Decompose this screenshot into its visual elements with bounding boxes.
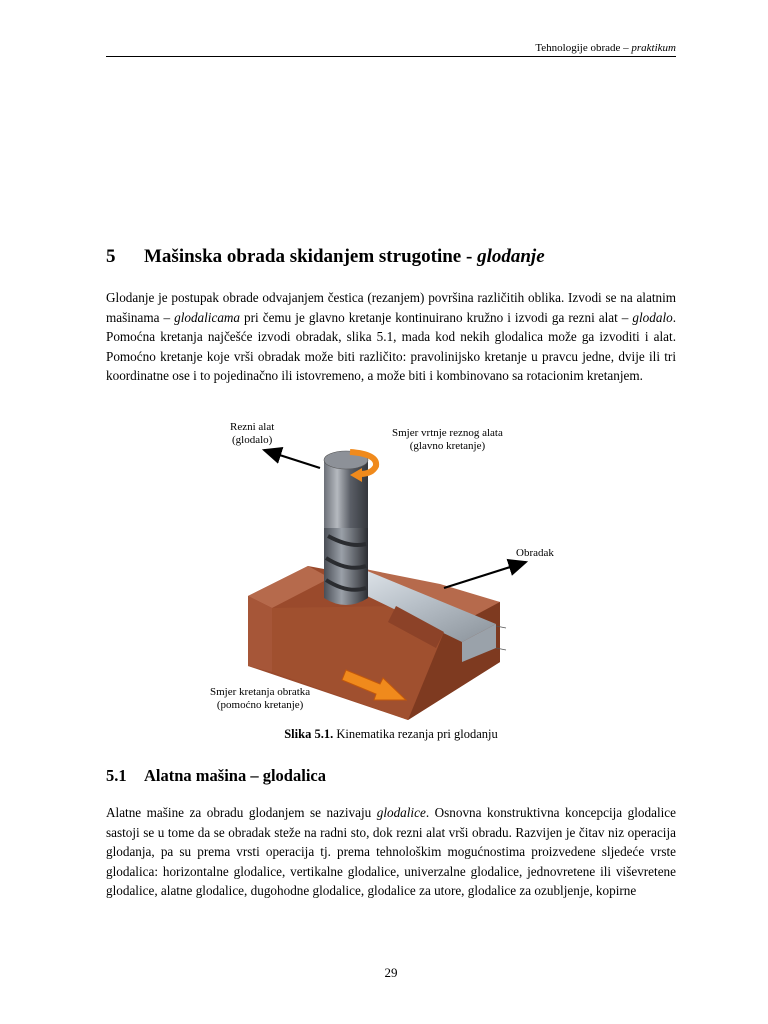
section-number: 5.1 [106,766,127,785]
section-title-text: Alatna mašina – glodalica [144,766,326,785]
section-italic-1: glodalice [376,805,426,820]
running-header-italic: praktikum [631,42,676,54]
section-heading [106,766,326,786]
label-rotation-line2: (glavno kretanje) [409,440,486,452]
figure-caption-text: Kinematika rezanja pri glodanju [333,727,498,741]
chapter-heading [106,246,545,268]
tool-pointer-line [264,450,320,468]
section-paragraph [106,803,676,901]
intro-italic-1: glodalicama [174,309,241,325]
label-cutting-tool [230,421,274,447]
label-cutting-tool-line2: (glodalo) [231,434,273,446]
figure-caption [106,727,676,742]
label-rotation [392,427,503,453]
label-rotation-line1: Smjer vrtnje reznog alata [392,427,503,439]
figure-caption-label: Slika 5.1. [284,727,334,741]
running-header [106,42,676,54]
label-feed-line2: (pomoćno kretanje) [216,699,304,711]
page-number: 29 [384,965,398,980]
chapter-title-italic: glodanje [477,246,545,267]
workpiece-pointer-line [444,562,526,588]
label-cutting-tool-line1: Rezni alat [230,421,275,433]
chapter-number: 5 [106,246,116,267]
label-feed [210,686,310,712]
label-feed-line1: Smjer kretanja obratka [210,686,311,698]
section-text-2: . Osnovna konstruktivna koncepcija glodalice sastoji se u tome da se obradak steže na radni sto, dok rezni alat vrši obradu. Razvijen je čitav niz operacija glodanja, pa su prema vrsti operacija tj. prema tehnološkim mogućnostima proizvedene sljedeće vrste glodalica: horizontalne glodalice, vertikalne glodalice, univerzalne glodalice, jednovretene ili viševretene glodalice, alatne glodalice, dugohodne glodalice, glodalice za utore, glodalice za ozubljenje, kopirne [106,805,677,899]
label-workpiece: Obradak [516,547,554,559]
intro-text-3: . Pomoćna kretanja najčešće izvodi obradak, slika 5.1, mada kod nekih glodalica može ga izvoditi i alat. Pomoćno kretanje koje vrši obradak može biti različito: pravolinijsko kretanje u pravcu jedne, dvije ili tri koordinatne ose i to pojedinačno ili istovremeno, a može biti i kombinovano sa rotacionim kretanjem. [106,309,676,384]
header-rule [106,56,676,57]
chapter-title-text: Mašinska obrada skidanjem strugotine - [144,246,478,267]
intro-italic-2: glodalo [632,309,673,325]
section-text-1: Alatne mašine za obradu glodanjem se nazivaju [106,805,377,820]
intro-paragraph [106,288,676,386]
milling-figure [200,416,580,724]
intro-text-1: Glodanje je postupak obrade odvajanjem čestica (rezanjem) površina različitih oblika. Izvodi se na alatnim mašinama – [106,290,676,325]
milling-illustration [200,416,580,724]
intro-text-2: pri čemu je glavno kretanje kontinuirano kružno i izvodi ga rezni alat – [240,309,633,325]
running-header-text: Tehnologije obrade – [535,42,632,54]
